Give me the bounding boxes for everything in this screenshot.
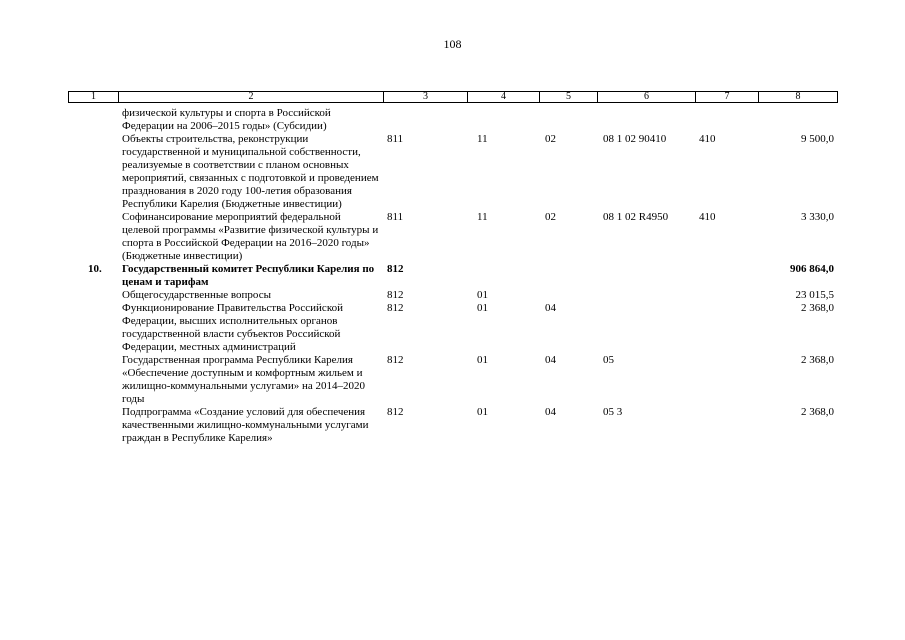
table-header xyxy=(68,91,838,103)
row-col-7 xyxy=(695,354,758,406)
row-number: 10. xyxy=(88,263,102,275)
row-col-5: 02 xyxy=(545,133,556,145)
row-number xyxy=(68,107,118,133)
row-col-3 xyxy=(383,107,467,133)
row-amount: 906 864,0 xyxy=(790,263,834,275)
row-col-6 xyxy=(597,302,695,354)
row-name: Софинансирование мероприятий федеральной целевой программы «Развитие физической культуры и спорта в Российской Федерации на 2016–2020 годы» (Бюджетные инвестиции) xyxy=(122,211,379,262)
row-col-7: 410 xyxy=(699,211,716,223)
table-row xyxy=(68,133,838,211)
page-number: 108 xyxy=(443,37,462,51)
row-col-4: 01 xyxy=(477,406,488,418)
header-col-1: 1 xyxy=(69,92,119,102)
row-name: Общегосударственные вопросы xyxy=(122,289,271,301)
row-col-6: 08 1 02 90410 xyxy=(603,133,667,145)
row-col-3: 812 xyxy=(387,263,404,275)
row-amount xyxy=(758,107,838,133)
row-amount: 2 368,0 xyxy=(801,406,834,418)
row-name: Государственная программа Республики Карелия «Обеспечение доступным и комфортным жильем и жилищно-коммунальными услугами» на 2014–2020 годы xyxy=(122,354,366,405)
row-name: Функционирование Правительства Российской Федерации, высших исполнительных органов государственной власти субъектов Российской Федерации, местных администраций xyxy=(122,302,343,353)
table-body xyxy=(68,107,838,445)
header-col-8: 8 xyxy=(795,91,801,102)
row-col-3: 812 xyxy=(387,302,404,314)
row-col-4: 11 xyxy=(477,211,488,223)
row-number xyxy=(68,406,118,445)
header-col-3: 3 xyxy=(384,92,468,102)
row-col-6: 05 3 xyxy=(603,406,623,418)
row-col-3: 811 xyxy=(387,133,404,145)
row-col-4: 01 xyxy=(477,302,488,314)
row-col-6: 08 1 02 R4950 xyxy=(603,211,669,223)
table-row xyxy=(68,406,838,445)
row-name: физической культуры и спорта в Российской Федерации на 2006–2015 годы» (Субсидии) xyxy=(122,107,331,132)
header-col-5: 5 xyxy=(540,92,598,102)
row-col-4: 11 xyxy=(477,133,488,145)
row-col-5 xyxy=(539,289,597,302)
row-col-3: 811 xyxy=(387,211,404,223)
row-number xyxy=(68,133,118,211)
row-col-4 xyxy=(467,263,539,289)
row-amount: 3 330,0 xyxy=(801,211,834,223)
table-row xyxy=(68,302,838,354)
row-col-6 xyxy=(597,107,695,133)
header-col-2: 2 xyxy=(119,92,384,102)
row-col-5: 04 xyxy=(545,406,556,418)
row-col-3: 812 xyxy=(387,289,404,301)
row-col-7 xyxy=(695,107,758,133)
row-col-7 xyxy=(695,406,758,445)
row-number xyxy=(68,289,118,302)
row-col-3: 812 xyxy=(387,406,404,418)
row-number xyxy=(68,211,118,263)
row-amount: 2 368,0 xyxy=(801,354,834,366)
row-col-6 xyxy=(597,263,695,289)
row-name: Объекты строительства, реконструкции государственной и муниципальной собственности, реализуемые в соответствии с планом основных мероприятий, связанных с подготовкой и проведением празднования в 2020 году 100-летия образования Республики Карелия (Бюджетные инвестиции) xyxy=(122,133,379,210)
row-amount: 9 500,0 xyxy=(801,133,834,145)
row-col-5: 04 xyxy=(545,354,556,366)
row-col-4 xyxy=(467,107,539,133)
row-number xyxy=(68,354,118,406)
row-col-7 xyxy=(695,263,758,289)
row-col-5 xyxy=(539,107,597,133)
row-col-3: 812 xyxy=(387,354,404,366)
row-col-4: 01 xyxy=(477,354,488,366)
row-amount: 2 368,0 xyxy=(801,302,834,314)
row-col-5 xyxy=(539,263,597,289)
table-row xyxy=(68,107,838,133)
table-row xyxy=(68,354,838,406)
header-col-6: 6 xyxy=(598,92,696,102)
header-col-7: 7 xyxy=(696,92,759,102)
row-number xyxy=(68,302,118,354)
table-row xyxy=(68,211,838,263)
row-col-5: 02 xyxy=(545,211,556,223)
row-col-5: 04 xyxy=(545,302,556,314)
row-col-6 xyxy=(597,289,695,302)
table-row xyxy=(68,263,838,289)
table-row xyxy=(68,289,838,302)
header-col-4: 4 xyxy=(468,92,540,102)
row-col-7 xyxy=(695,289,758,302)
row-col-4: 01 xyxy=(477,289,488,301)
row-name: Подпрограмма «Создание условий для обеспечения качественными жилищно-коммунальными услугами граждан в Республике Карелия» xyxy=(122,406,369,444)
row-col-7 xyxy=(695,302,758,354)
row-amount: 23 015,5 xyxy=(795,289,834,301)
row-col-6: 05 xyxy=(603,354,614,366)
row-name: Государственный комитет Республики Карелия по ценам и тарифам xyxy=(122,263,375,288)
row-col-7: 410 xyxy=(699,133,716,145)
